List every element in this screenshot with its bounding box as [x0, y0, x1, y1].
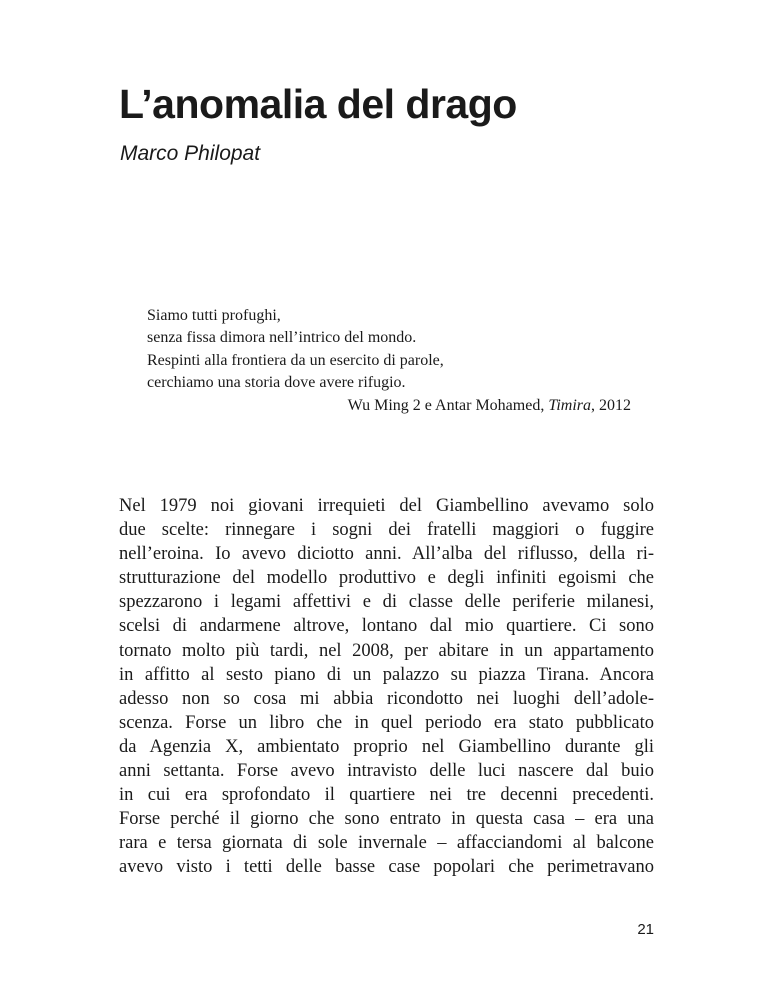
body-line: strutturazione del modello produttivo e degli infiniti egoismi che: [119, 568, 654, 589]
body-line: da Agenzia X, ambientato proprio nel Giambellino durante gli: [119, 736, 654, 757]
body-line: tornato molto più tardi, nel 2008, per abitare in un appartamento: [119, 640, 654, 661]
body-line: Forse perché il giorno che sono entrato in questa casa – era una: [119, 809, 654, 830]
epigraph: [147, 305, 637, 417]
body-line: scelsi di andarmene altrove, lontano dal mio quartiere. Ci sono: [119, 616, 654, 637]
epigraph-line: Siamo tutti profughi,: [147, 307, 281, 324]
epigraph-line: Respinti alla frontiera da un esercito di parole,: [147, 351, 444, 369]
body-line: rara e tersa giornata di sole invernale – affacciandomi al balcone: [119, 833, 654, 854]
body-line: due scelte: rinnegare i sogni dei fratelli maggiori o fuggire: [119, 520, 654, 541]
body-line: spezzarono i legami affettivi e di classe delle periferie milanesi,: [119, 592, 654, 613]
body-line: nell’eroina. Io avevo diciotto anni. All’alba del riflusso, della ri-: [119, 544, 654, 565]
page-number: 21: [637, 921, 654, 938]
epigraph-attribution-authors: Wu Ming 2 e Antar Mohamed,: [347, 396, 549, 414]
body-line: in affitto al sesto piano di un palazzo su piazza Tirana. Ancora: [119, 664, 654, 685]
chapter-title: L’anomalia del drago: [119, 81, 517, 127]
body-line: avevo visto i tetti delle basse case popolari che perimetravano: [119, 857, 654, 878]
epigraph-line: cerchiamo una storia dove avere rifugio.: [147, 374, 406, 392]
chapter-author: Marco Philopat: [120, 142, 261, 165]
body-line: in cui era sprofondato il quartiere nei tre decenni precedenti.: [119, 785, 654, 806]
body-line: anni settanta. Forse avevo intravisto delle luci nascere dal buio: [119, 761, 654, 782]
body-line: scenza. Forse un libro che in quel periodo era stato pubblicato: [119, 712, 654, 733]
epigraph-attribution-year: , 2012: [591, 396, 631, 414]
epigraph-attribution: [147, 395, 637, 417]
epigraph-line: senza fissa dimora nell’intrico del mondo.: [147, 329, 417, 347]
body-line: Nel 1979 noi giovani irrequieti del Giambellino avevamo solo: [119, 496, 654, 516]
epigraph-attribution-work: Timira: [548, 396, 591, 414]
body-line: adesso non so cosa mi abbia ricondotto nei luoghi dell’adole-: [119, 688, 654, 709]
body-paragraph: [119, 494, 654, 880]
